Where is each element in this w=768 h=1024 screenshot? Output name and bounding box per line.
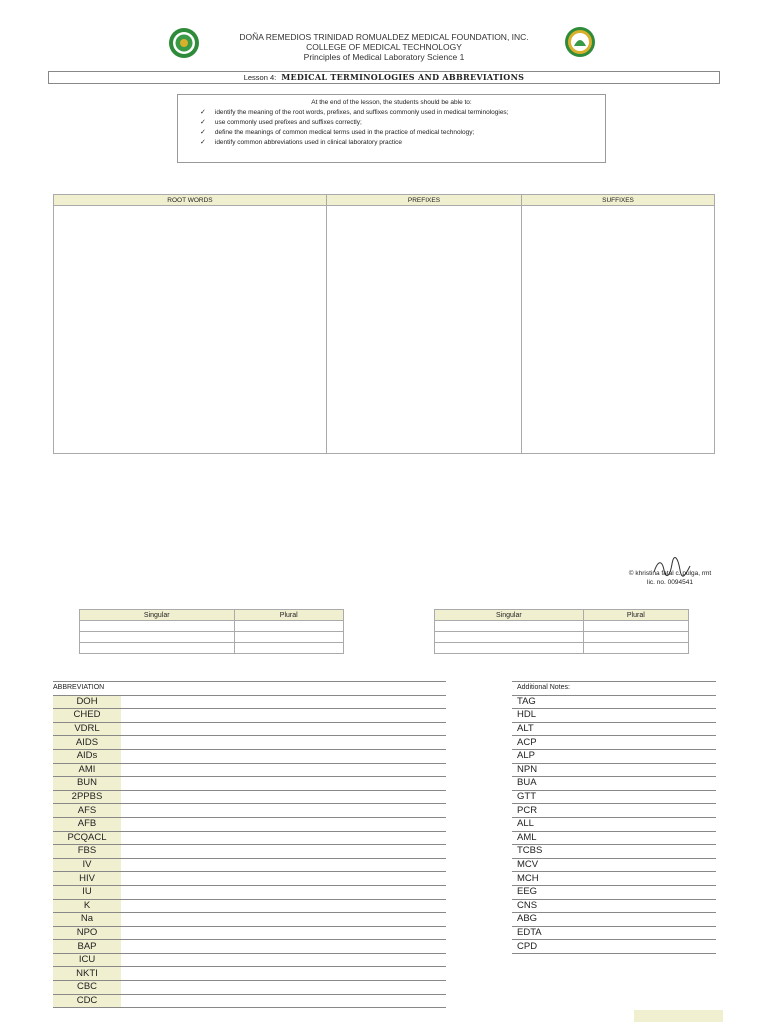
abbreviation-meaning[interactable] [121,940,446,954]
abbreviation-code: VDRL [53,722,121,736]
abbreviation-code: IU [53,885,121,899]
abbreviation-meaning[interactable] [121,994,446,1008]
singular-cell[interactable] [435,643,584,654]
abbreviation-code: FBS [53,845,121,859]
note-item[interactable]: HDL [512,709,716,723]
note-item[interactable]: ALL [512,817,716,831]
abbreviation-code: AIDs [53,749,121,763]
abbreviation-meaning[interactable] [121,953,446,967]
plural-cell[interactable] [583,621,688,632]
objective-item: ✓ identify common abbreviations used in clinical laboratory practice [200,138,605,148]
abbreviation-meaning[interactable] [121,967,446,981]
abbreviation-code: IV [53,858,121,872]
word-parts-table [53,194,715,454]
note-item[interactable]: PCR [512,804,716,818]
abbreviation-code: CHED [53,709,121,723]
note-item[interactable]: ACP [512,736,716,750]
abbreviation-code: AFB [53,817,121,831]
objectives-list [178,108,605,148]
plural-cell[interactable] [583,643,688,654]
note-item[interactable]: NPN [512,763,716,777]
abbreviation-code: ICU [53,953,121,967]
signature-name: © khristina fatal c. pulga, rmt [628,570,712,577]
abbreviation-meaning[interactable] [121,899,446,913]
plural-header: Plural [583,610,688,621]
note-item[interactable]: ALT [512,722,716,736]
note-item[interactable]: ALP [512,749,716,763]
abbreviation-meaning[interactable] [121,749,446,763]
singular-cell[interactable] [80,621,235,632]
abbreviation-code: BAP [53,940,121,954]
plural-cell[interactable] [234,621,343,632]
plural-cell[interactable] [234,643,343,654]
abbreviation-code: NKTI [53,967,121,981]
note-item[interactable]: AML [512,831,716,845]
abbreviation-code: Na [53,913,121,927]
abbreviations-header: ABBREVIATION [53,682,446,696]
note-item[interactable]: MCV [512,858,716,872]
singular-plural-table-left [79,609,344,654]
license-number: lic. no. 0094541 [647,579,693,586]
objective-item: ✓ use commonly used prefixes and suffixes correctly; [200,118,605,128]
abbreviation-meaning[interactable] [121,981,446,995]
abbreviation-code: K [53,899,121,913]
abbreviation-code: AMI [53,763,121,777]
root-words-cell[interactable] [54,206,327,454]
plural-cell[interactable] [234,632,343,643]
suffixes-header: SUFFIXES [522,195,715,206]
note-item[interactable]: EDTA [512,926,716,940]
abbreviation-code: 2PPBS [53,790,121,804]
singular-plural-table-right [434,609,689,654]
lesson-title: MEDICAL TERMINOLOGIES AND ABBREVIATIONS [281,72,525,82]
additional-notes-table [512,681,716,954]
objective-item: ✓ define the meanings of common medical terms used in the practice of medical technology; [200,128,605,138]
abbreviation-meaning[interactable] [121,926,446,940]
singular-cell[interactable] [80,643,235,654]
objective-item: ✓ identify the meaning of the root words, prefixes, and suffixes commonly used in medical terminologies; [200,108,605,118]
abbreviation-meaning[interactable] [121,872,446,886]
course-name: Principles of Medical Laboratory Science 1 [303,52,465,62]
abbreviation-meaning[interactable] [121,845,446,859]
abbreviation-meaning[interactable] [121,831,446,845]
abbreviation-meaning[interactable] [121,790,446,804]
singular-header: Singular [435,610,584,621]
abbreviation-code: CBC [53,981,121,995]
objectives-box [177,94,606,163]
singular-cell[interactable] [435,621,584,632]
abbreviation-meaning[interactable] [121,736,446,750]
abbreviation-meaning[interactable] [121,777,446,791]
institution-name: DOÑA REMEDIOS TRINIDAD ROMUALDEZ MEDICAL FOUNDATION, INC. [239,32,529,42]
abbreviation-meaning[interactable] [121,763,446,777]
singular-cell[interactable] [80,632,235,643]
root-words-header: ROOT WORDS [54,195,327,206]
abbreviation-meaning[interactable] [121,817,446,831]
abbreviation-meaning[interactable] [121,695,446,709]
abbreviation-code: PCQACL [53,831,121,845]
singular-cell[interactable] [435,632,584,643]
abbreviation-code: AFS [53,804,121,818]
lesson-title-bar [48,71,720,84]
note-item[interactable]: EEG [512,885,716,899]
abbreviation-meaning[interactable] [121,858,446,872]
suffixes-cell[interactable] [522,206,715,454]
abbreviation-meaning[interactable] [121,722,446,736]
note-item[interactable]: BUA [512,777,716,791]
abbreviation-meaning[interactable] [121,709,446,723]
abbreviation-code: HIV [53,872,121,886]
abbreviation-meaning[interactable] [121,804,446,818]
abbreviation-code: BUN [53,777,121,791]
note-item[interactable]: ABG [512,913,716,927]
note-item[interactable]: TAG [512,695,716,709]
abbreviation-code: AIDS [53,736,121,750]
note-item[interactable]: CPD [512,940,716,954]
note-item[interactable]: TCBS [512,845,716,859]
note-item[interactable]: CNS [512,899,716,913]
abbreviation-code: DOH [53,695,121,709]
abbreviation-code: NPO [53,926,121,940]
plural-header: Plural [234,610,343,621]
note-item[interactable]: GTT [512,790,716,804]
objectives-intro: At the end of the lesson, the students should be able to: [311,99,472,106]
prefixes-cell[interactable] [326,206,521,454]
plural-cell[interactable] [583,632,688,643]
lesson-label: Lesson 4: [243,73,277,82]
additional-notes-header: Additional Notes: [512,682,716,696]
abbreviation-meaning[interactable] [121,885,446,899]
corner-fill-block [634,1010,723,1022]
abbreviations-table [53,681,446,1008]
prefixes-header: PREFIXES [326,195,521,206]
note-item[interactable]: MCH [512,872,716,886]
abbreviation-code: CDC [53,994,121,1008]
college-name: COLLEGE OF MEDICAL TECHNOLOGY [306,42,462,52]
abbreviation-meaning[interactable] [121,913,446,927]
signature-block [620,569,720,587]
singular-header: Singular [80,610,235,621]
